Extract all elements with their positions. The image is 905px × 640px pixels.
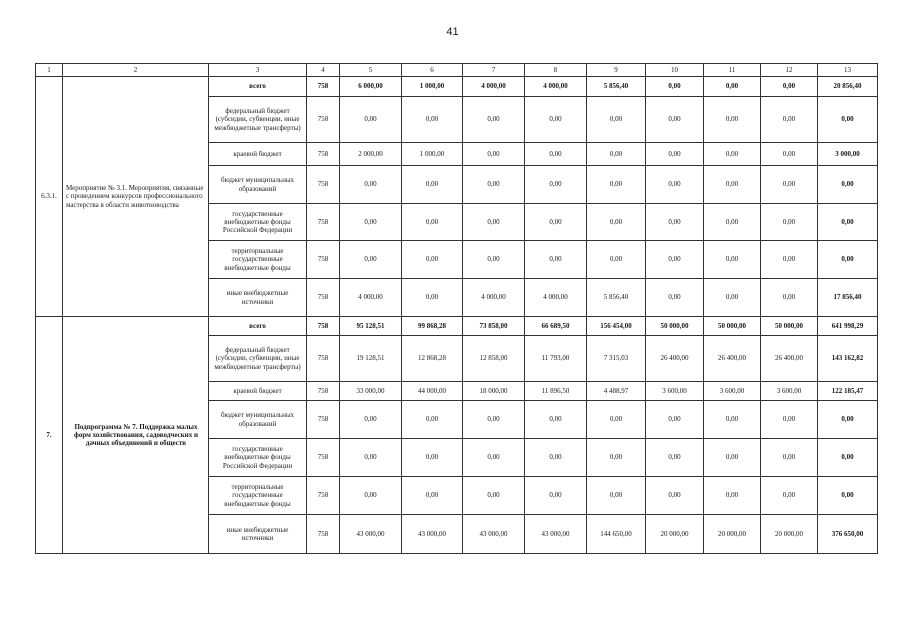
year-value: 0,00 <box>463 97 525 143</box>
total-value: 0,00 <box>818 166 878 204</box>
year-value: 0,00 <box>525 166 587 204</box>
year-value: 0,00 <box>761 401 818 439</box>
column-header: 13 <box>818 64 878 77</box>
year-value: 0,00 <box>340 401 402 439</box>
year-value: 20 000,00 <box>646 515 704 554</box>
year-value: 43 000,00 <box>402 515 463 554</box>
year-value: 0,00 <box>761 241 818 279</box>
year-value: 0,00 <box>704 241 761 279</box>
year-value: 20 000,00 <box>761 515 818 554</box>
department-code: 758 <box>307 204 340 241</box>
year-value: 0,00 <box>587 143 646 166</box>
year-value: 43 000,00 <box>340 515 402 554</box>
year-value: 0,00 <box>587 204 646 241</box>
year-value: 0,00 <box>402 241 463 279</box>
total-value: 0,00 <box>818 477 878 515</box>
year-value: 99 868,28 <box>402 317 463 336</box>
total-value: 0,00 <box>818 241 878 279</box>
total-value: 143 162,82 <box>818 336 878 382</box>
year-value: 0,00 <box>340 97 402 143</box>
year-value: 50 000,00 <box>704 317 761 336</box>
year-value: 19 128,51 <box>340 336 402 382</box>
column-header: 6 <box>402 64 463 77</box>
total-value: 0,00 <box>818 439 878 477</box>
section-code: 6.3.1. <box>36 77 63 317</box>
year-value: 6 000,00 <box>340 77 402 97</box>
year-value: 0,00 <box>463 401 525 439</box>
funding-source: всего <box>209 77 307 97</box>
department-code: 758 <box>307 77 340 97</box>
year-value: 0,00 <box>587 439 646 477</box>
department-code: 758 <box>307 401 340 439</box>
column-header: 12 <box>761 64 818 77</box>
year-value: 1 000,00 <box>402 77 463 97</box>
year-value: 0,00 <box>525 241 587 279</box>
year-value: 0,00 <box>463 439 525 477</box>
funding-source: бюджет муниципальных образований <box>209 166 307 204</box>
department-code: 758 <box>307 382 340 401</box>
year-value: 0,00 <box>340 204 402 241</box>
year-value: 0,00 <box>646 77 704 97</box>
year-value: 0,00 <box>704 77 761 97</box>
year-value: 66 689,50 <box>525 317 587 336</box>
year-value: 7 315,03 <box>587 336 646 382</box>
department-code: 758 <box>307 143 340 166</box>
funding-source: всего <box>209 317 307 336</box>
year-value: 95 128,51 <box>340 317 402 336</box>
year-value: 4 000,00 <box>463 279 525 317</box>
year-value: 0,00 <box>525 439 587 477</box>
column-header: 11 <box>704 64 761 77</box>
year-value: 3 600,00 <box>646 382 704 401</box>
year-value: 0,00 <box>463 166 525 204</box>
year-value: 0,00 <box>761 477 818 515</box>
funding-source: краевой бюджет <box>209 143 307 166</box>
year-value: 0,00 <box>402 401 463 439</box>
year-value: 0,00 <box>525 143 587 166</box>
year-value: 0,00 <box>340 477 402 515</box>
year-value: 4 000,00 <box>463 77 525 97</box>
year-value: 0,00 <box>525 401 587 439</box>
department-code: 758 <box>307 279 340 317</box>
year-value: 4 000,00 <box>340 279 402 317</box>
total-value: 20 856,40 <box>818 77 878 97</box>
year-value: 26 400,00 <box>761 336 818 382</box>
year-value: 0,00 <box>402 477 463 515</box>
column-header: 9 <box>587 64 646 77</box>
year-value: 0,00 <box>463 143 525 166</box>
department-code: 758 <box>307 336 340 382</box>
year-value: 0,00 <box>704 439 761 477</box>
year-value: 0,00 <box>587 401 646 439</box>
table-row <box>36 317 878 336</box>
column-header: 10 <box>646 64 704 77</box>
year-value: 0,00 <box>402 204 463 241</box>
year-value: 0,00 <box>761 166 818 204</box>
funding-source: бюджет муниципальных образований <box>209 401 307 439</box>
year-value: 2 000,00 <box>340 143 402 166</box>
funding-source: краевой бюджет <box>209 382 307 401</box>
page-number: 41 <box>446 26 459 38</box>
year-value: 11 793,00 <box>525 336 587 382</box>
funding-source: государственные внебюджетные фонды Российской Федерации <box>209 204 307 241</box>
department-code: 758 <box>307 477 340 515</box>
year-value: 0,00 <box>525 477 587 515</box>
year-value: 0,00 <box>646 166 704 204</box>
year-value: 0,00 <box>761 279 818 317</box>
year-value: 0,00 <box>525 204 587 241</box>
year-value: 0,00 <box>587 241 646 279</box>
department-code: 758 <box>307 97 340 143</box>
year-value: 0,00 <box>463 477 525 515</box>
year-value: 0,00 <box>340 439 402 477</box>
year-value: 11 896,50 <box>525 382 587 401</box>
year-value: 0,00 <box>587 477 646 515</box>
year-value: 3 600,00 <box>704 382 761 401</box>
funding-source: федеральный бюджет (субсидии, субвенции, иные межбюджетные трансферты) <box>209 336 307 382</box>
year-value: 0,00 <box>704 279 761 317</box>
funding-source: государственные внебюджетные фонды Российской Федерации <box>209 439 307 477</box>
column-header: 7 <box>463 64 525 77</box>
table-row <box>36 77 878 97</box>
year-value: 0,00 <box>587 166 646 204</box>
funding-source: иные внебюджетные источники <box>209 279 307 317</box>
total-value: 122 185,47 <box>818 382 878 401</box>
funding-source: территориальные государственные внебюджетные фонды <box>209 241 307 279</box>
department-code: 758 <box>307 439 340 477</box>
year-value: 50 000,00 <box>761 317 818 336</box>
year-value: 50 000,00 <box>646 317 704 336</box>
total-value: 0,00 <box>818 204 878 241</box>
year-value: 0,00 <box>646 97 704 143</box>
section-code: 7. <box>36 317 63 554</box>
year-value: 4 000,00 <box>525 77 587 97</box>
total-value: 641 998,29 <box>818 317 878 336</box>
year-value: 4 488,97 <box>587 382 646 401</box>
year-value: 0,00 <box>761 77 818 97</box>
year-value: 0,00 <box>587 97 646 143</box>
total-value: 0,00 <box>818 401 878 439</box>
year-value: 0,00 <box>340 166 402 204</box>
year-value: 0,00 <box>704 477 761 515</box>
column-header: 4 <box>307 64 340 77</box>
total-value: 376 650,00 <box>818 515 878 554</box>
column-header-row <box>36 64 878 77</box>
year-value: 0,00 <box>761 143 818 166</box>
section-name: Подпрограмма № 7. Поддержка малых форм хозяйствования, садоводческих и дачных объединений и обществ <box>63 317 209 554</box>
year-value: 5 856,40 <box>587 279 646 317</box>
column-header: 1 <box>36 64 63 77</box>
funding-source: федеральный бюджет (субсидии, субвенции, иные межбюджетные трансферты) <box>209 97 307 143</box>
year-value: 0,00 <box>463 241 525 279</box>
year-value: 12 858,00 <box>463 336 525 382</box>
year-value: 3 600,00 <box>761 382 818 401</box>
year-value: 0,00 <box>646 439 704 477</box>
year-value: 0,00 <box>761 439 818 477</box>
year-value: 44 000,00 <box>402 382 463 401</box>
year-value: 156 454,00 <box>587 317 646 336</box>
column-header: 8 <box>525 64 587 77</box>
year-value: 0,00 <box>704 204 761 241</box>
year-value: 18 000,00 <box>463 382 525 401</box>
year-value: 0,00 <box>704 166 761 204</box>
year-value: 0,00 <box>761 204 818 241</box>
year-value: 0,00 <box>402 166 463 204</box>
year-value: 26 400,00 <box>704 336 761 382</box>
year-value: 1 000,00 <box>402 143 463 166</box>
funding-source: территориальные государственные внебюджетные фонды <box>209 477 307 515</box>
year-value: 0,00 <box>463 204 525 241</box>
year-value: 33 000,00 <box>340 382 402 401</box>
year-value: 0,00 <box>402 439 463 477</box>
year-value: 43 000,00 <box>463 515 525 554</box>
year-value: 0,00 <box>646 143 704 166</box>
department-code: 758 <box>307 515 340 554</box>
year-value: 0,00 <box>646 241 704 279</box>
column-header: 3 <box>209 64 307 77</box>
total-value: 17 856,40 <box>818 279 878 317</box>
year-value: 0,00 <box>704 97 761 143</box>
year-value: 0,00 <box>646 279 704 317</box>
year-value: 0,00 <box>402 97 463 143</box>
year-value: 0,00 <box>704 401 761 439</box>
department-code: 758 <box>307 317 340 336</box>
year-value: 0,00 <box>646 477 704 515</box>
funding-source: иные внебюджетные источники <box>209 515 307 554</box>
year-value: 12 868,28 <box>402 336 463 382</box>
year-value: 0,00 <box>704 143 761 166</box>
year-value: 0,00 <box>525 97 587 143</box>
year-value: 26 400,00 <box>646 336 704 382</box>
year-value: 20 000,00 <box>704 515 761 554</box>
budget-table <box>35 63 878 554</box>
department-code: 758 <box>307 241 340 279</box>
total-value: 0,00 <box>818 97 878 143</box>
year-value: 73 858,00 <box>463 317 525 336</box>
year-value: 4 000,00 <box>525 279 587 317</box>
year-value: 0,00 <box>646 401 704 439</box>
year-value: 0,00 <box>646 204 704 241</box>
column-header: 5 <box>340 64 402 77</box>
year-value: 0,00 <box>340 241 402 279</box>
column-header: 2 <box>63 64 209 77</box>
section-name: Мероприятие № 3.1. Мероприятия, связанные с проведением конкурсов профессионального мастерства в области животноводства <box>63 77 209 317</box>
year-value: 0,00 <box>761 97 818 143</box>
department-code: 758 <box>307 166 340 204</box>
year-value: 144 650,00 <box>587 515 646 554</box>
year-value: 43 000,00 <box>525 515 587 554</box>
year-value: 0,00 <box>402 279 463 317</box>
total-value: 3 000,00 <box>818 143 878 166</box>
year-value: 5 856,40 <box>587 77 646 97</box>
